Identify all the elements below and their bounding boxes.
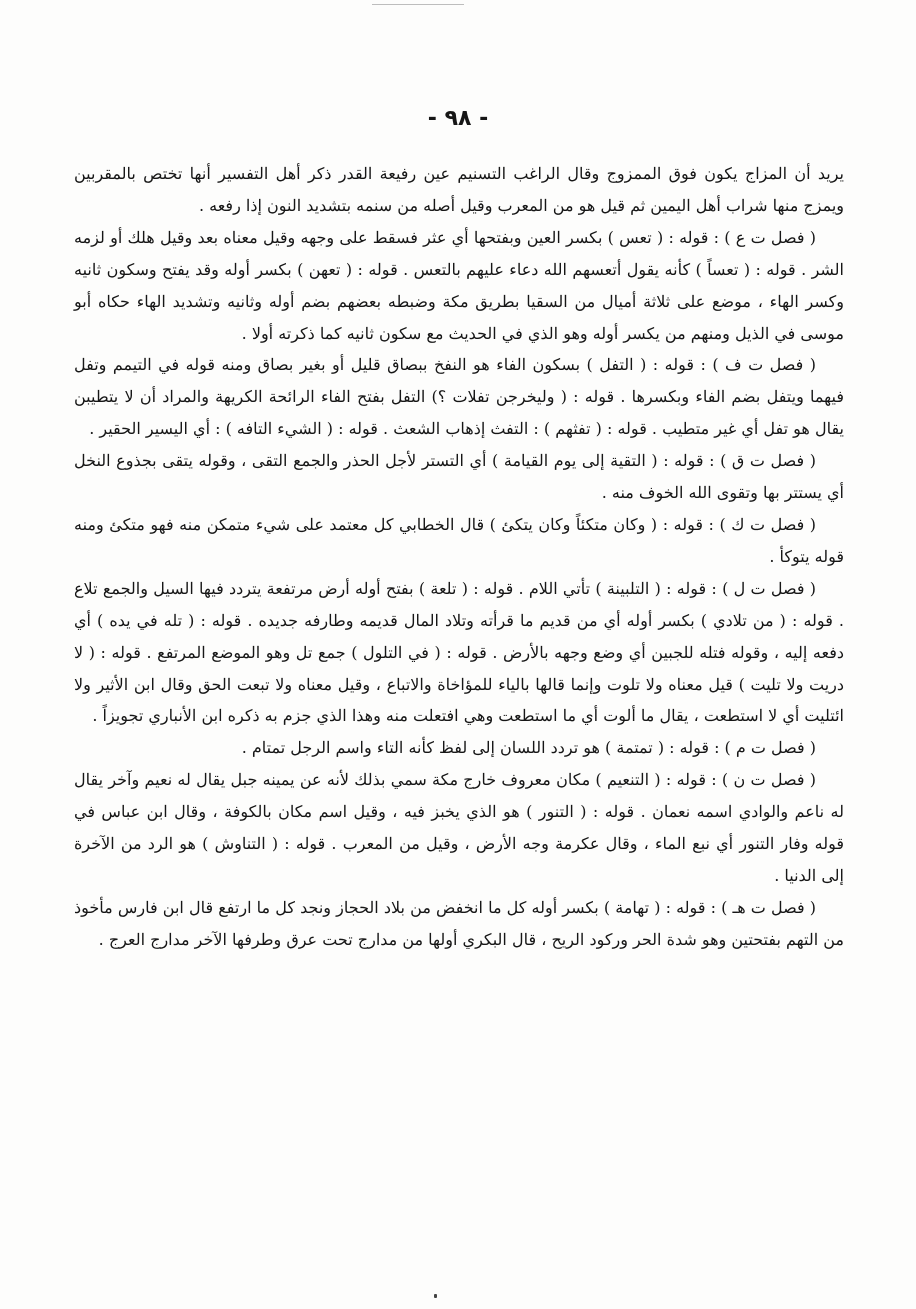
paragraph-section-ta-mim: ( فصل ت م ) : قوله : ( تمتمة ) هو تردد اللسان إلى لفظ كأنه التاء واسم الرجل تمتام .: [241, 738, 816, 758]
body-text: [74, 158, 844, 956]
paragraph-section-ta-ha: ( فصل ت هـ ) : قوله : ( تهامة ) بكسر أوله كل ما انخفض من بلاد الحجاز ونجد كل ما ارتفع قال ابن فارس مأخوذ من التهم بفتحتين وهو شدة الحر وركود الريح ، قال البكري أولها من مدارج تحت عرق وطرفها الآخر مدارج العرج .: [74, 897, 844, 949]
paragraph-section-ta-nun: ( فصل ت ن ) : قوله : ( التنعيم ) مكان معروف خارج مكة سمي بذلك لأنه عن يمينه جبل يقال له نعيم وآخر يقال له ناعم والوادي اسمه نعمان . قوله : ( التنور ) هو الذي يخبز فيه ، وقيل اسم مكان بالكوفة ، وقال ابن عباس في قوله وفار التنور أي نبع الماء ، وقال عكرمة وجه الأرض ، وقيل من المعرب . قوله : ( التناوش ) هو الرد من الآخرة إلى الدنيا .: [74, 770, 844, 885]
paragraph-section-ta-qaf: ( فصل ت ق ) : قوله : ( التقية إلى يوم القيامة ) أي التستر لأجل الحذر والجمع التقى ، وقوله يتقى بجذوع النخل أي يستتر بها وتقوى الله الخوف منه .: [74, 451, 844, 503]
paragraph-section-ta-fa: ( فصل ت ف ) : قوله : ( التفل ) بسكون الفاء هو النفخ ببصاق قليل أو بغير بصاق ومنه قوله في التيمم وتفل فيهما ويتفل بضم الفاء وبكسرها . قوله : ( وليخرجن تفلات ؟) التفل بفتح الفاء الرائحة الكريهة والمراد أن لا يتطيبن يقال هو تفل أي غير متطيب . قوله : ( تفثهم ) : التفث إذهاب الشعث . قوله : ( الشيء التافه ) : أي اليسير الحقير .: [74, 355, 844, 439]
paragraph-section-ta-ain: ( فصل ت ع ) : قوله : ( تعس ) بكسر العين وبفتحها أي عثر فسقط على وجهه وقيل معناه بعد وقيل هلك أو لزمه الشر . قوله : ( تعساً ) كأنه يقول أتعسهم الله دعاء عليهم بالتعس . قوله : ( تعهن ) بكسر أوله وقد يفتح وسكون ثانيه وكسر الهاء ، موضع على ثلاثة أميال من السقيا بطريق مكة وضبطه بعضهم بضم أوله وثانيه وتشديد الهاء حكاه أبو موسى في الذيل ومنهم من يكسر أوله وهو الذي في الحديث مع سكون ثانيه كما ذكرته أولا .: [74, 227, 844, 343]
paragraph-intro: يريد أن المزاج يكون فوق الممزوج وقال الراغب التسنيم عين رفيعة القدر ذكر أهل التفسير أنها تختص بالمقربين ويمزج منها شراب أهل اليمين ثم قيل هو من المعرب وقيل أصله من سنمه بتشديد النون إذا رفعه .: [74, 164, 844, 215]
paragraph-section-ta-lam: ( فصل ت ل ) : قوله : ( التلبينة ) تأتي اللام . قوله : ( تلعة ) بفتح أوله أرض مرتفعة يتردد فيها السيل والجمع تلاع . قوله : ( من تلادي ) بكسر أوله أي من قديم ما قرأته وتلاد المال قديمه وطارفه جديده . قوله : ( تله في يده ) أي دفعه إليه ، وقوله فتله للجبين أي وضع وجهه بالأرض . قوله : ( في التلول ) جمع تل وهو الموضع المرتفع . قوله : ( لا دريت ولا تليت ) قيل معناه ولا تلوت وإنما قالها بالياء للمؤاخاة والاتباع ، وقيل معناه ولا تبعت الحق وقال ابن الأثير ولا ائتليت أي لا استطعت ، يقال ما ألوت أي ما استطعت وهي افتعلت منه وهذا الذي جزم به ذكره ابن الأنباري تجويزاً .: [74, 578, 845, 726]
paragraph-section-ta-kaf: ( فصل ت ك ) : قوله : ( وكان متكئاً وكان يتكئ ) قال الخطابي كل معتمد على شيء متمكن منه فهو متكئ ومنه قوله يتوكأ .: [74, 514, 844, 566]
page-number: - ٩٨ -: [427, 106, 489, 131]
bottom-mark: [434, 1294, 437, 1298]
top-rule: [372, 4, 464, 5]
